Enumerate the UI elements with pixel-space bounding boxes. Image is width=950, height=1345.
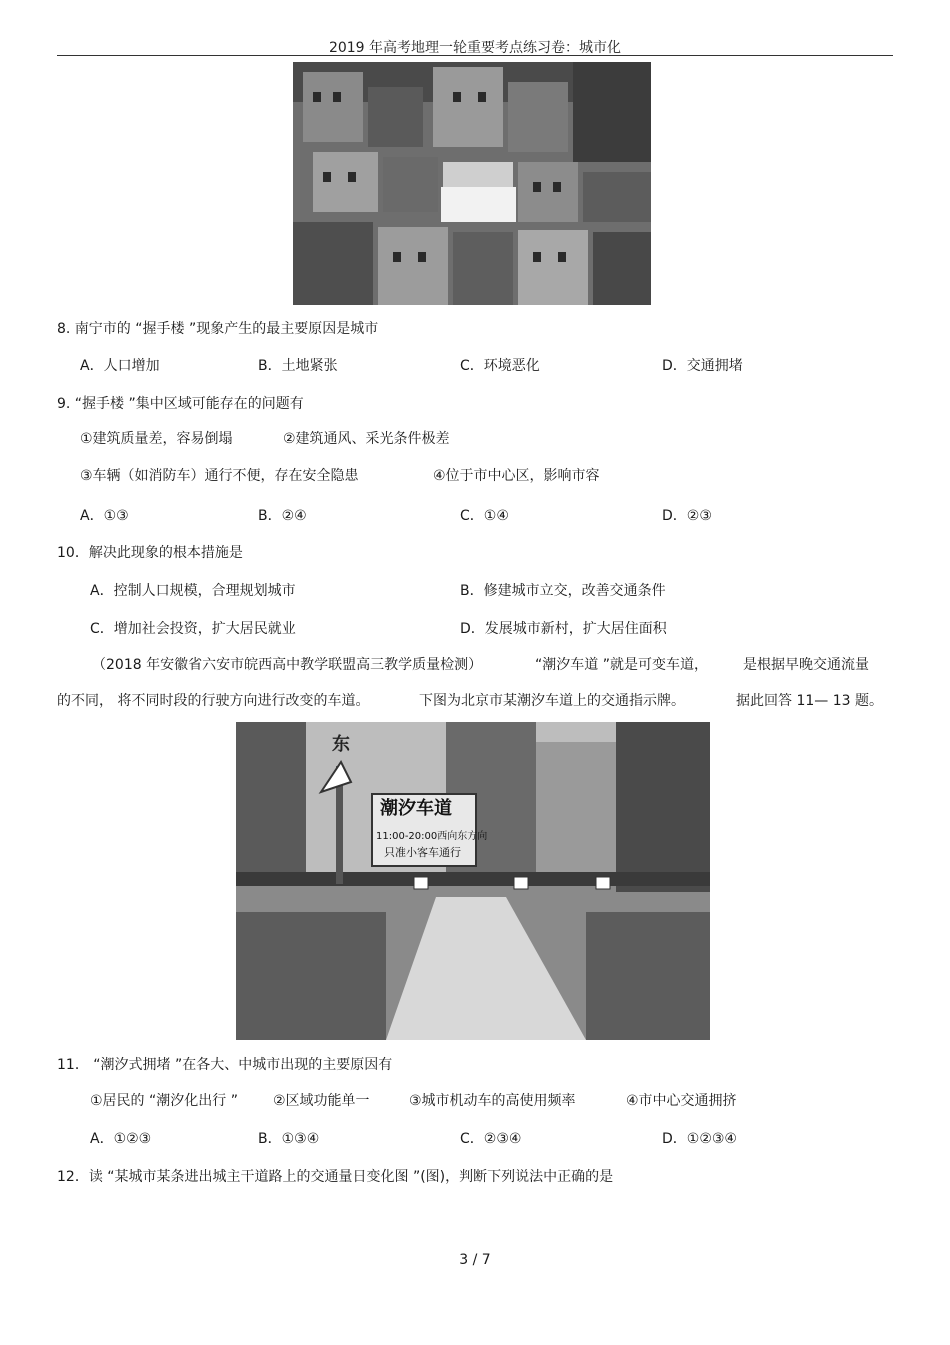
question-11-stem: 11． “潮汐式拥堵 ”在各大、中城市出现的主要原因有 [57,1057,393,1073]
header-rule [57,55,893,56]
q11-item-2: ②区域功能单一 [273,1093,370,1109]
passage-definition-cont: 是根据早晚交通流量 [743,657,869,673]
q8-option-b: B．土地紧张 [258,358,338,374]
q9-option-c: C．①④ [460,508,509,524]
q10-option-a: A．控制人口规模，合理规划城市 [90,583,296,599]
q9-option-d: D．②③ [662,508,712,524]
q11-item-3: ③城市机动车的高使用频率 [409,1093,576,1109]
q11-item-1: ①居民的 “潮汐化出行 ” [90,1093,238,1109]
q8-option-d: D．交通拥堵 [662,358,743,374]
q9-item-2: ②建筑通风、采光条件极差 [283,431,450,447]
question-10-stem: 10．解决此现象的根本措施是 [57,545,243,561]
tidal-lane-photo [236,722,710,1040]
passage-figure-caption: 下图为北京市某潮汐车道上的交通指示牌。 [419,693,685,709]
page-number: 3 / 7 [459,1252,491,1268]
question-8-stem: 8. 南宁市的 “握手楼 ”现象产生的最主要原因是城市 [57,321,379,337]
handshake-buildings-photo [293,62,651,305]
q11-option-b: B．①③④ [258,1131,320,1147]
tidal-lane-illustration [236,722,710,1040]
passage-source: （2018 年安徽省六安市皖西高中教学联盟高三教学质量检测） [92,657,483,673]
q8-option-c: C．环境恶化 [460,358,540,374]
q9-item-4: ④位于市中心区，影响市容 [433,468,600,484]
q9-item-3: ③车辆（如消防车）通行不便，存在安全隐患 [80,468,359,484]
page-header: 2019 年高考地理一轮重要考点练习卷：城市化 [328,40,622,56]
sign-title: 潮汐车道 [380,798,452,819]
q10-option-c: C．增加社会投资，扩大居民就业 [90,621,296,637]
q11-item-4: ④市中心交通拥挤 [626,1093,737,1109]
direction-label: 东 [332,734,350,755]
question-9-stem: 9. “握手楼 ”集中区域可能存在的问题有 [57,396,304,412]
q9-item-1: ①建筑质量差，容易倒塌 [80,431,233,447]
passage-instruction: 据此回答 11— 13 题。 [736,693,883,709]
passage-line2: 的不同， 将不同时段的行驶方向进行改变的车道。 [57,693,370,709]
q10-option-b: B．修建城市立交，改善交通条件 [460,583,666,599]
question-12-stem: 12．读 “某城市某条进出城主干道路上的交通量日变化图 ”(图)，判断下列说法中正确的是 [57,1169,614,1185]
q11-option-a: A．①②③ [90,1131,152,1147]
passage-definition: “潮汐车道 ”就是可变车道， [535,657,708,673]
buildings-illustration [293,62,651,305]
q11-option-d: D．①②③④ [662,1131,737,1147]
sign-line-2: 只准小客车通行 [384,846,461,859]
q10-option-d: D．发展城市新村，扩大居住面积 [460,621,667,637]
q8-option-a: A．人口增加 [80,358,160,374]
q9-option-a: A．①③ [80,508,129,524]
q9-option-b: B．②④ [258,508,307,524]
sign-line-1: 11:00-20:00西向东方向 [376,831,488,842]
q11-option-c: C．②③④ [460,1131,522,1147]
